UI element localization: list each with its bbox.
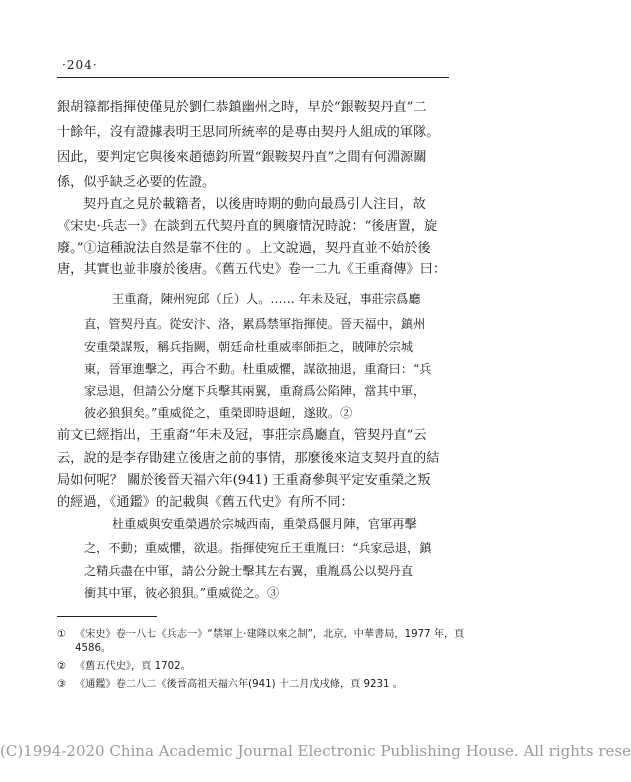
text-line: 契丹直之見於載籍者，以後唐時期的動向最爲引人注目，故	[83, 197, 426, 212]
footnote-text: 4586。	[75, 643, 112, 654]
footnote-mark: ①	[57, 629, 67, 640]
footnote-text: 《宋史》卷一八七《兵志一》“禁軍上·建隆以來之制”，北京，中華書局，1977 年，頁	[75, 629, 465, 640]
text-line: 係，似乎缺乏必要的佐證。	[57, 175, 216, 190]
text-line: 的經過，《通鑑》的記載與《舊五代史》有所不同：	[57, 495, 354, 510]
quote-line: 衝其中軍，彼必狼狽。”重威從之。③	[84, 586, 280, 600]
text-line: 因此，要判定它與後來趙德鈞所置“銀鞍契丹直”之間有何淵源關	[57, 150, 427, 165]
quote-line: 杜重威與安重榮遇於宗城西南，重榮爲偃月陣，官軍再擊	[112, 517, 417, 531]
footnote-rule	[57, 616, 157, 617]
text-line: 唐，其實也並非廢於後唐。《舊五代史》卷一二九《王重裔傳》曰：	[57, 262, 447, 277]
text-line: 銀胡簶都指揮使僅見於劉仁恭鎮幽州之時，早於“銀鞍契丹直”二	[57, 100, 427, 115]
footnote-3	[57, 678, 449, 692]
quote-line: 東，晉軍進擊之，再合不動。杜重威懼，謀欲抽退，重裔曰：“兵	[84, 362, 432, 376]
quote-line: 家忌退，但請公分麾下兵擊其兩翼，重裔爲公陷陣，當其中軍，	[84, 384, 426, 398]
footnote-text: 《通鑑》卷二八二《後晉高祖天福六年(941) 十二月戊戌條，頁 9231 。	[75, 679, 403, 690]
text-line: 《宋史·兵志一》在談到五代契丹直的興廢情況時說：“後唐置，旋	[57, 219, 438, 234]
text-line: 廢。”①這種說法自然是靠不住的 。上文說過，契丹直並不始於後	[57, 241, 431, 256]
text-line: 前文已經指出，王重裔“年未及冠，事莊宗爲廳直，管契丹直”云	[57, 428, 427, 443]
text-line: 十餘年，沒有證據表明王思同所統率的是專由契丹人組成的軍隊。	[57, 125, 440, 140]
header-rule	[57, 77, 449, 78]
footnote-mark: ②	[57, 661, 67, 672]
footnote-mark: ③	[57, 679, 67, 690]
quote-line: 之，不動；重威懼，欲退。指揮使宛丘王重胤曰：“兵家忌退，鎮	[84, 541, 432, 555]
footnote-1	[57, 628, 465, 642]
text-line: 云，說的是李存勖建立後唐之前的事情，那麼後來這支契丹直的結	[57, 451, 440, 466]
footnote-2	[57, 660, 449, 674]
quote-line: 彼必狼狽矣。”重威從之，重榮即時退衄，遂敗。②	[84, 406, 353, 420]
text-line: 局如何呢？ 關於後晉天福六年(941) 王重裔參與平定安重榮之叛	[57, 473, 431, 488]
quote-line: 安重榮謀叛，稱兵指闕，朝廷命杜重威率師拒之，賊陣於宗城	[84, 340, 414, 354]
quote-line: 直，管契丹直。從安汴、洛，累爲禁軍指揮使。晉天福中，鎮州	[84, 317, 426, 331]
quote-line: 王重裔，陳州宛邱（丘）人。…… 年未及冠，事莊宗爲廳	[112, 292, 421, 306]
footnote-text: 《舊五代史》，頁 1702。	[75, 661, 191, 672]
footnote-1-continued	[75, 642, 467, 656]
copyright-watermark: (C)1994-2020 China Academic Journal Electronic Publishing House. All rights rese	[0, 742, 631, 760]
quote-line: 之精兵盡在中軍，請公分銳士擊其左右翼，重胤爲公以契丹直	[84, 564, 414, 578]
page-number: ·204·	[62, 58, 98, 72]
